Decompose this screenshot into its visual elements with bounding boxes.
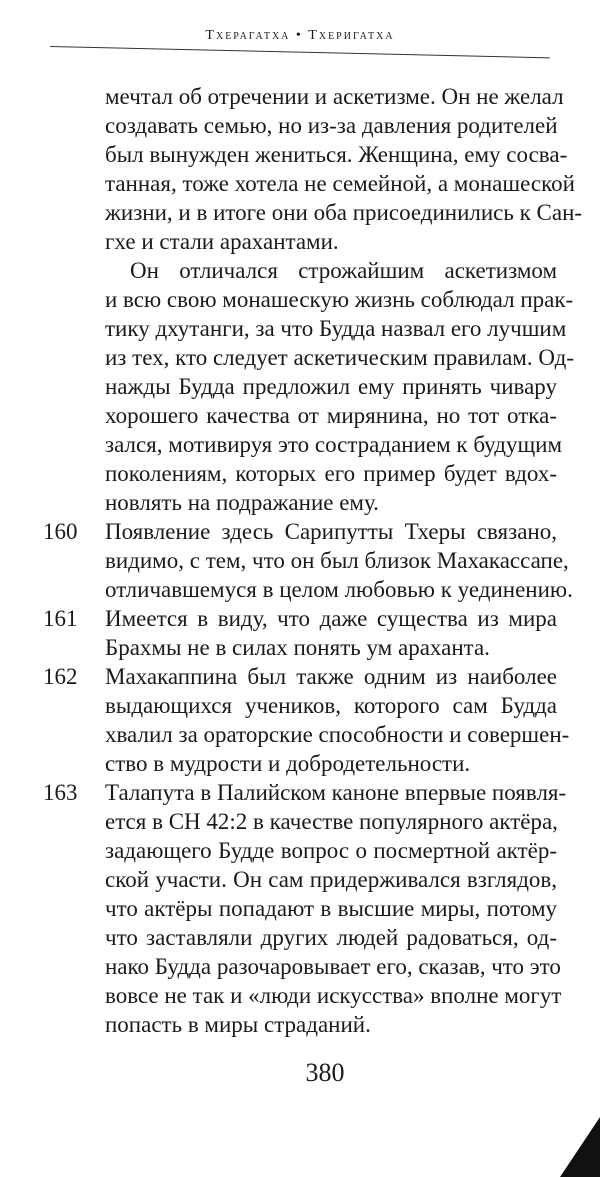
text-line: задающего Будде вопрос о посмертной актёр- [105, 838, 557, 863]
footnote-number: 163 [43, 780, 78, 805]
paragraph [105, 256, 574, 517]
text-line: тику дхутанги, за что Будда назвал его лучшим [105, 316, 567, 341]
text-line: вовсе не так и «люди искусства» вполне могут [105, 983, 562, 1008]
text-line: Он отличался строжайшим аскетизмом [130, 258, 557, 283]
footnote-161 [43, 604, 557, 662]
page-number: 380 [305, 1058, 345, 1087]
text-line: ство в мудрости и добродетельности. [105, 751, 471, 776]
text-line: видимо, с тем, что он был близок Махакассапе, [105, 548, 569, 573]
footnote-number: 162 [43, 664, 78, 689]
text-line: и всю свою монашескую жизнь соблюдал прак- [105, 287, 574, 312]
text-line: Имеется в виду, что даже существа из мира [105, 606, 557, 631]
running-header: Тхерагатха • Тхеригатха [205, 28, 395, 43]
text-line: из тех, кто следует аскетическим правилам. Од- [105, 345, 574, 370]
page-corner-shadow [560, 1117, 600, 1177]
text-line: мечтал об отречении и аскетизме. Он не желал [105, 84, 564, 109]
text-line: гхе и стали арахантами. [105, 229, 339, 254]
text-line: Брахмы не в силах понять ум араханта. [105, 635, 490, 660]
text-line: нако Будда разочаровывает его, сказав, что это [105, 954, 561, 979]
footnote-163 [43, 778, 567, 1039]
paragraph-continuation [105, 82, 583, 256]
footnote-162 [43, 662, 570, 778]
text-line: попасть в миры страданий. [105, 1012, 371, 1037]
text-line: что актёры попадают в высшие миры, потому [105, 896, 557, 921]
footnote-160 [43, 517, 573, 604]
text-line: Появление здесь Сарипутты Тхеры связано, [105, 519, 557, 544]
page-body [43, 82, 583, 1039]
text-line: зался, мотивируя это состраданием к будущим [105, 432, 563, 457]
header-rule [50, 46, 550, 58]
footnote-number: 160 [43, 519, 78, 544]
text-line: танная, тоже хотела не семейной, а монашеской [105, 171, 575, 196]
text-line: был вынужден жениться. Женщина, ему сосва- [105, 142, 568, 167]
text-line: что заставляли других людей радоваться, од- [105, 925, 557, 950]
text-line: Талапута в Палийском каноне впервые появля- [105, 780, 567, 805]
text-line: отличавшемуся в целом любовью к уединению. [105, 577, 573, 602]
text-line: новлять на подражание ему. [105, 490, 379, 515]
text-line: хвалил за ораторские способности и совершен- [105, 722, 570, 747]
text-line: ской участи. Он сам придерживался взглядов, [105, 867, 557, 892]
text-line: ется в СН 42:2 в качестве популярного актёра, [105, 809, 558, 834]
text-line: создавать семью, но из-за давления родителей [105, 113, 558, 138]
text-line: жизни, и в итоге они оба присоединились к Сан- [105, 200, 583, 225]
text-line: хорошего качества от мирянина, но тот отка- [105, 403, 557, 428]
text-line: выдающихся учеников, которого сам Будда [105, 693, 557, 718]
text-line: Махакаппина был также одним из наиболее [105, 664, 557, 689]
text-line: нажды Будда предложил ему принять чивару [105, 374, 557, 399]
text-line: поколениям, которых его пример будет вдох- [105, 461, 557, 486]
footnote-number: 161 [43, 606, 78, 631]
